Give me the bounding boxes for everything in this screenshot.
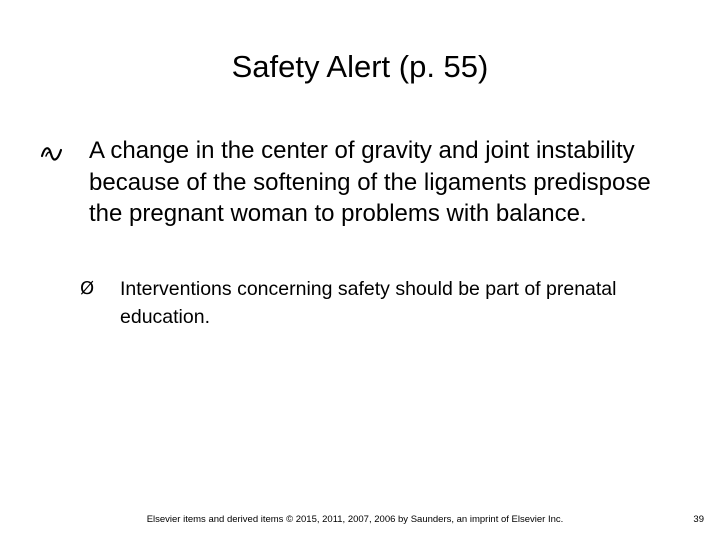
slide-title: Safety Alert (p. 55) [231, 49, 489, 84]
page-number: 39 [693, 514, 704, 525]
copyright-footer: Elsevier items and derived items © 2015, 2011, 2007, 2006 by Saunders, an imprint of Elsevier Inc. [146, 514, 564, 525]
sub-bullet-text: Interventions concerning safety should be part of prenatal education. [120, 278, 617, 328]
ribbon-bullet-icon [40, 141, 66, 167]
arrowhead-bullet-icon: Ø [80, 278, 95, 299]
bullet-text: A change in the center of gravity and joint instability because of the softening of the ligaments predispose the pregnant woman to problems with balance. [89, 137, 651, 227]
